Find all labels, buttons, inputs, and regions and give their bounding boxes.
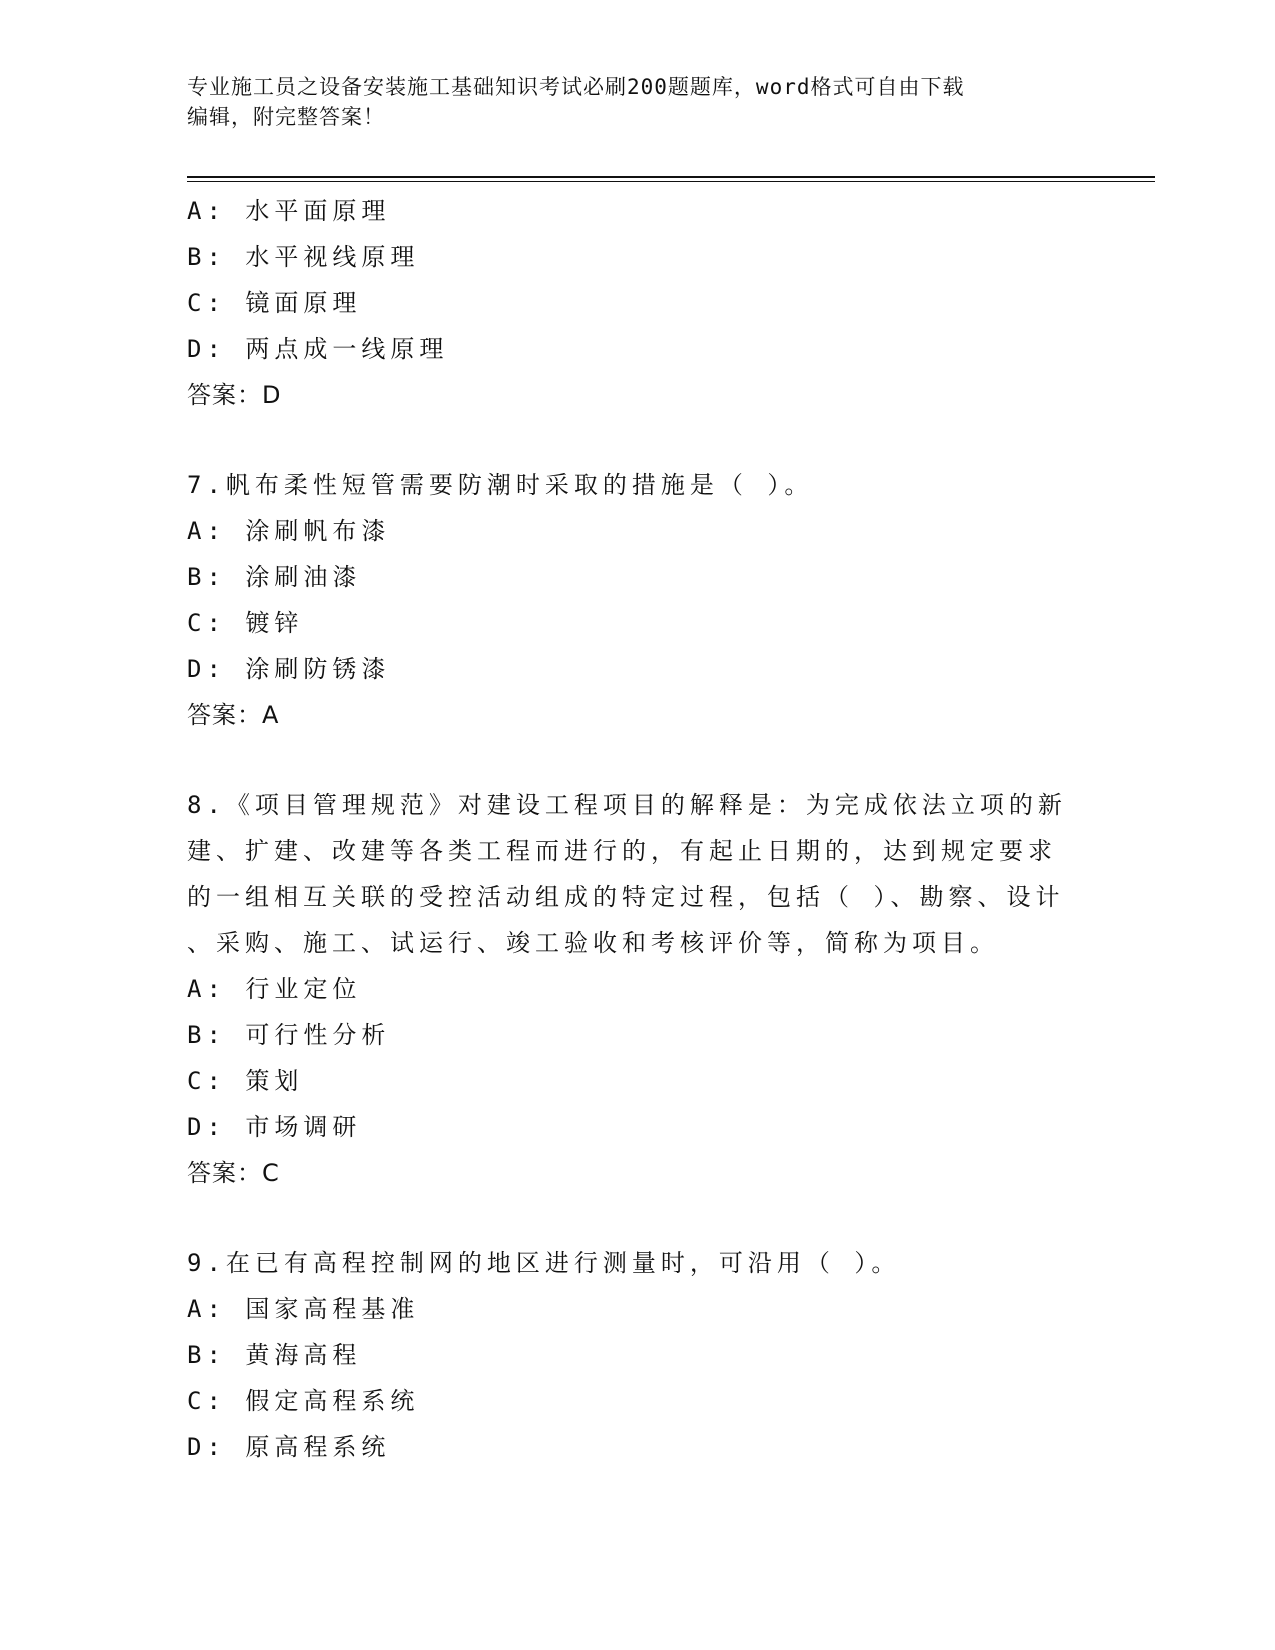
header-divider-thin xyxy=(187,181,1155,182)
option-c: C: 策划 xyxy=(187,1067,304,1095)
option-b: B: 黄海高程 xyxy=(187,1341,362,1369)
answer: 答案：D xyxy=(187,381,282,409)
option-b: B: 水平视线原理 xyxy=(187,243,420,271)
option-a: A: 国家高程基准 xyxy=(187,1295,420,1323)
question-8 xyxy=(187,782,1087,1196)
option-d: D: 涂刷防锈漆 xyxy=(187,655,391,683)
question-stem: 9.在已有高程控制网的地区进行测量时，可沿用（ ）。 xyxy=(187,1249,901,1277)
question-stem-line1: 8.《项目管理规范》对建设工程项目的解释是：为完成依法立项的新 xyxy=(187,791,1067,819)
question-9 xyxy=(187,1240,1087,1470)
header-title-line1: 专业施工员之设备安装施工基础知识考试必刷200题题库，word格式可自由下载 xyxy=(187,75,965,99)
option-a: A: 涂刷帆布漆 xyxy=(187,517,391,545)
option-a: A: 水平面原理 xyxy=(187,197,391,225)
answer: 答案：A xyxy=(187,701,280,729)
answer: 答案：C xyxy=(187,1159,280,1187)
question-stem-line2: 建、扩建、改建等各类工程而进行的，有起止日期的，达到规定要求 xyxy=(187,837,1057,865)
option-c: C: 假定高程系统 xyxy=(187,1387,420,1415)
question-stem: 7.帆布柔性短管需要防潮时采取的措施是（ ）。 xyxy=(187,471,814,499)
option-c: C: 镜面原理 xyxy=(187,289,362,317)
question-6 xyxy=(187,188,1087,418)
question-stem-line3: 的一组相互关联的受控活动组成的特定过程，包括（ ）、勘察、设计 xyxy=(187,883,1065,911)
header-divider-thick xyxy=(187,176,1155,178)
question-stem-line4: 、采购、施工、试运行、竣工验收和考核评价等，简称为项目。 xyxy=(187,929,999,957)
option-d: D: 两点成一线原理 xyxy=(187,335,449,363)
question-7 xyxy=(187,462,1087,738)
option-c: C: 镀锌 xyxy=(187,609,304,637)
header-title-line2: 编辑，附完整答案！ xyxy=(187,105,385,129)
question-list xyxy=(187,188,1087,1470)
option-d: D: 市场调研 xyxy=(187,1113,362,1141)
option-b: B: 涂刷油漆 xyxy=(187,563,362,591)
option-b: B: 可行性分析 xyxy=(187,1021,391,1049)
document-header xyxy=(187,72,1087,132)
option-a: A: 行业定位 xyxy=(187,975,362,1003)
option-d: D: 原高程系统 xyxy=(187,1433,391,1461)
